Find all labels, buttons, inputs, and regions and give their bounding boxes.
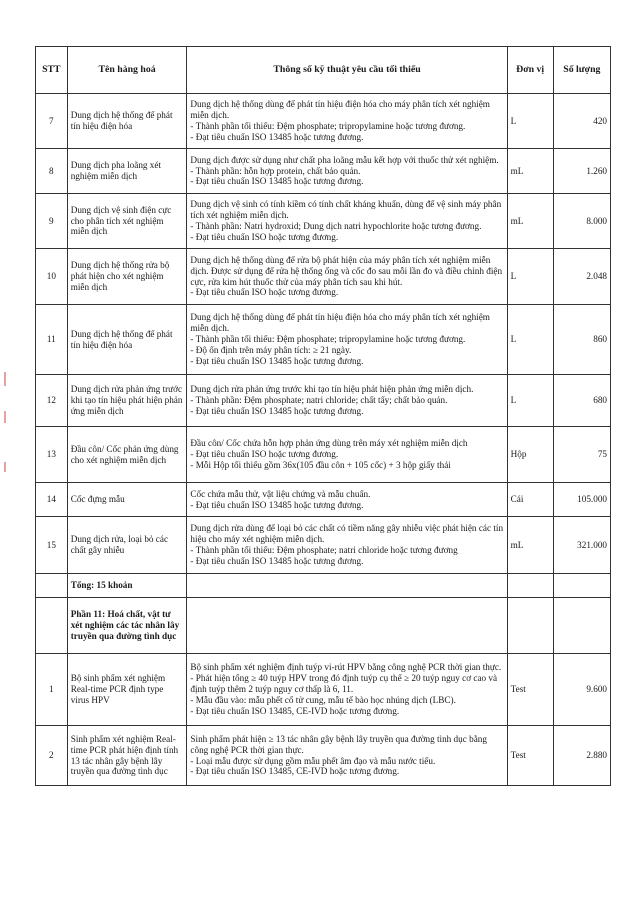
spec-line: - Thành phần tối thiểu: Đệm phosphate; tripropylamine hoặc tương đương. <box>190 334 466 345</box>
row-specification <box>187 517 507 574</box>
table-row <box>36 94 611 149</box>
row-specification <box>187 194 507 249</box>
header-spec: Thông số kỹ thuật yêu cầu tối thiểu <box>187 47 507 94</box>
row-quantity: 75 <box>553 427 610 483</box>
spec-line: - Phát hiện tổng ≥ 40 tuýp HPV trong đó định tuýp cụ thể ≥ 20 tuýp nguy cơ cao và định tuýp thêm 2 tuýp nguy cơ thấp là 6, 11. <box>190 673 498 695</box>
table-row <box>36 305 611 375</box>
row-unit: L <box>507 249 553 305</box>
row-item-name: Dung dịch hệ thống rửa bộ phát hiện cho xét nghiệm miễn dịch <box>67 249 187 305</box>
spec-line: - Đạt tiêu chuẩn ISO hoặc tương đương. <box>190 231 339 242</box>
spec-line: Cốc chứa mẫu thử, vật liệu chứng và mẫu chuẩn. <box>190 488 371 499</box>
spec-line: Bộ sinh phẩm xét nghiệm định tuýp vi-rút HPV bằng công nghệ PCR thời gian thực. <box>190 662 502 673</box>
total-label: Tổng: 15 khoản <box>67 574 187 598</box>
margin-mark <box>4 462 6 472</box>
row-item-name: Cốc đựng mẫu <box>67 483 187 517</box>
row-stt: 11 <box>36 305 68 375</box>
table-summary <box>36 574 611 654</box>
row-specification <box>187 726 507 786</box>
spec-line: - Đạt tiêu chuẩn ISO 13485, CE-IVD hoặc tương đương. <box>190 766 400 777</box>
row-item-name: Dung dịch rửa, loại bỏ các chất gây nhiễu <box>67 517 187 574</box>
row-specification <box>187 375 507 427</box>
spec-line: - Đạt tiêu chuẩn ISO 13485, CE-IVD hoặc tương đương. <box>190 705 400 716</box>
spec-line: Dung dịch vệ sinh có tính kiềm có tính chất kháng khuẩn, dùng để vệ sinh máy phân tích xét nghiệm miễn dịch. <box>190 199 502 221</box>
spec-line: - Thành phần tối thiểu: Đệm phosphate; natri chloride hoặc tương đương <box>190 545 458 555</box>
section-unit-cell <box>507 598 553 654</box>
table-row <box>36 427 611 483</box>
table-body <box>36 94 611 574</box>
row-item-name: Dung dịch hệ thống để phát tín hiệu điện hóa <box>67 94 187 149</box>
spec-line: Sinh phẩm phát hiện ≥ 13 tác nhân gây bệnh lây truyền qua đường tình dục bằng công nghệ PCR thời gian thực. <box>190 733 487 755</box>
row-item-name: Dung dịch rửa phản ứng trước khi tạo tín hiệu phát hiện phản ứng miễn dịch <box>67 375 187 427</box>
row-quantity: 9.600 <box>553 654 610 726</box>
total-spec-cell <box>187 574 507 598</box>
row-quantity: 680 <box>553 375 610 427</box>
row-unit: mL <box>507 194 553 249</box>
section-qty-cell <box>553 598 610 654</box>
spec-line: Dung dịch rửa phản ứng trước khi tạo tín hiệu phát hiện phản ứng miễn dịch. <box>190 384 474 395</box>
spec-line: Đầu côn/ Cốc chứa hỗn hợp phản ứng dùng trên máy xét nghiệm miễn dịch <box>190 438 468 449</box>
row-quantity: 105.000 <box>553 483 610 517</box>
spec-line: - Đạt tiêu chuẩn ISO 13485 hoặc tương đương. <box>190 405 364 416</box>
spec-line: - Mẫu đầu vào: mẫu phết cổ tử cung, mẫu tế bào học nhúng dịch (LBC). <box>190 694 456 705</box>
spec-line: - Mỗi Hộp tối thiểu gồm 36x(105 đầu côn + 105 cốc) + 3 hộp giấy thải <box>190 459 451 470</box>
table-row <box>36 517 611 574</box>
total-qty-cell <box>553 574 610 598</box>
row-quantity: 321.000 <box>553 517 610 574</box>
spec-line: Dung dịch hệ thống dùng để phát tín hiệu điện hóa cho máy phân tích xét nghiệm miễn dịch. <box>190 312 490 334</box>
row-stt: 2 <box>36 726 68 786</box>
table-header-row <box>36 47 611 94</box>
row-stt: 1 <box>36 654 68 726</box>
row-specification <box>187 94 507 149</box>
row-unit: mL <box>507 517 553 574</box>
row-item-name: Dung dịch pha loãng xét nghiệm miễn dịch <box>67 149 187 194</box>
row-item-name: Bộ sinh phẩm xét nghiệm Real-time PCR định type virus HPV <box>67 654 187 726</box>
section-title: Phần 11: Hoá chất, vật tư xét nghiệm các tác nhân lây truyền qua đường tình dục <box>67 598 187 654</box>
header-name: Tên hàng hoá <box>67 47 187 94</box>
spec-line: - Đạt tiêu chuẩn ISO 13485 hoặc tương đương. <box>190 499 364 510</box>
spec-line: - Thành phần tối thiểu: Đệm phosphate; tripropylamine hoặc tương đương. <box>190 121 466 131</box>
row-unit: mL <box>507 149 553 194</box>
spec-line: - Đạt tiêu chuẩn ISO 13485 hoặc tương đương. <box>190 131 364 142</box>
row-unit: Test <box>507 654 553 726</box>
spec-line: - Thành phần: Natri hydroxid; Dung dịch natri hypochlorite hoặc tương đương. <box>190 221 482 231</box>
row-specification <box>187 249 507 305</box>
row-stt: 7 <box>36 94 68 149</box>
row-unit: L <box>507 94 553 149</box>
table-row <box>36 194 611 249</box>
table-body-section-11 <box>36 654 611 786</box>
row-quantity: 860 <box>553 305 610 375</box>
row-quantity: 2.880 <box>553 726 610 786</box>
row-unit: L <box>507 375 553 427</box>
row-item-name: Dung dịch hệ thống để phát tín hiệu điện hóa <box>67 305 187 375</box>
row-unit: Hộp <box>507 427 553 483</box>
row-stt: 9 <box>36 194 68 249</box>
total-unit-cell <box>507 574 553 598</box>
row-item-name: Đầu côn/ Cốc phản ứng dùng cho xét nghiệm miễn dịch <box>67 427 187 483</box>
row-item-name: Sinh phẩm xét nghiệm Real-time PCR phát hiện định tính 13 tác nhân gây bệnh lây truyền qua đường tình dục <box>67 726 187 786</box>
spec-line: - Đạt tiêu chuẩn ISO hoặc tương đương. <box>190 449 339 460</box>
row-stt: 10 <box>36 249 68 305</box>
row-quantity: 8.000 <box>553 194 610 249</box>
spec-line: - Đạt tiêu chuẩn ISO hoặc tương đương. <box>190 287 339 298</box>
table-row <box>36 149 611 194</box>
row-stt: 13 <box>36 427 68 483</box>
spec-line: - Đạt tiêu chuẩn ISO 13485 hoặc tương đương. <box>190 176 364 187</box>
table-row <box>36 375 611 427</box>
row-specification <box>187 483 507 517</box>
header-unit: Đơn vị <box>507 47 553 94</box>
header-qty: Số lượng <box>553 47 610 94</box>
specification-table <box>35 46 611 786</box>
spec-line: - Thành phần: hỗn hợp protein, chất bảo quản. <box>190 165 361 176</box>
spec-line: - Đạt tiêu chuẩn ISO 13485 hoặc tương đương. <box>190 355 364 366</box>
section-row <box>36 598 611 654</box>
total-row <box>36 574 611 598</box>
header-stt: STT <box>36 47 68 94</box>
section-stt-cell <box>36 598 68 654</box>
spec-line: - Độ ổn định trên máy phân tích: ≥ 21 ngày. <box>190 344 352 355</box>
table-row <box>36 654 611 726</box>
row-unit: Test <box>507 726 553 786</box>
total-stt-cell <box>36 574 68 598</box>
row-quantity: 420 <box>553 94 610 149</box>
row-specification <box>187 427 507 483</box>
spec-line: - Loại mẫu được sử dụng gồm mẫu phết âm đạo và mẫu nước tiểu. <box>190 755 436 766</box>
row-quantity: 2.048 <box>553 249 610 305</box>
row-unit: L <box>507 305 553 375</box>
row-stt: 14 <box>36 483 68 517</box>
spec-line: Dung dịch rửa dùng để loại bỏ các chất có tiềm năng gây nhiễu việc phát hiện các tín hiệu cho máy xét nghiệm miễn dịch. <box>190 523 504 545</box>
row-specification <box>187 654 507 726</box>
row-specification <box>187 149 507 194</box>
table-row <box>36 726 611 786</box>
table-row <box>36 249 611 305</box>
spec-line: - Đạt tiêu chuẩn ISO 13485 hoặc tương đương. <box>190 555 364 566</box>
margin-mark <box>4 411 6 423</box>
margin-mark <box>4 372 6 386</box>
row-stt: 12 <box>36 375 68 427</box>
table-row <box>36 483 611 517</box>
row-item-name: Dung dịch vệ sinh điện cực cho phân tích xét nghiệm miễn dịch <box>67 194 187 249</box>
spec-line: Dung dịch được sử dụng như chất pha loãng mẫu kết hợp với thuốc thử xét nghiệm. <box>190 154 499 165</box>
row-quantity: 1.260 <box>553 149 610 194</box>
row-stt: 15 <box>36 517 68 574</box>
row-stt: 8 <box>36 149 68 194</box>
section-spec-cell <box>187 598 507 654</box>
row-specification <box>187 305 507 375</box>
spec-line: Dung dịch hệ thống dùng để rửa bộ phát hiện của máy phân tích xét nghiệm miễn dịch. Được sử dụng để rửa hệ thống ống và cốc đo sau mỗi lần đo và điều chỉnh điện cực, rửa kim hút thuốc thử của máy phân tích sau khi hút. <box>190 254 503 287</box>
spec-line: - Thành phần: Đệm phosphate; natri chloride; chất tẩy; chất bảo quản. <box>190 395 448 406</box>
row-unit: Cái <box>507 483 553 517</box>
spec-line: Dung dịch hệ thống dùng để phát tín hiệu điện hóa cho máy phân tích xét nghiệm miễn dịch. <box>190 99 490 121</box>
